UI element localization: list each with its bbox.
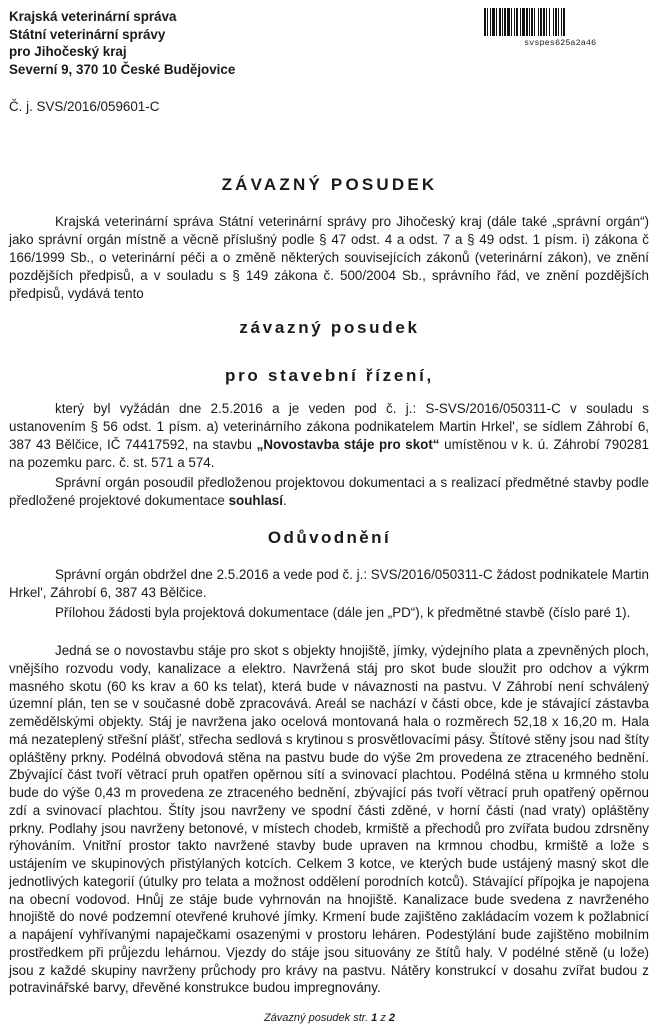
- barcode-code: svspes625a2a46: [524, 38, 597, 48]
- footer-page: 1: [371, 1012, 378, 1024]
- address-line: pro Jihočeský kraj: [9, 44, 127, 59]
- address-line: Krajská veterinární správa: [9, 9, 177, 24]
- request-text-end: umístěnou v k. ú. Záhrobí 790281 na pozemku parc. č. st. 571 a 574.: [9, 436, 649, 470]
- subtitle-binding-opinion: závazný posudek: [239, 318, 420, 337]
- address-line: Severní 9, 370 10 České Budějovice: [9, 61, 236, 77]
- address-line: Státní veterinární správy: [9, 26, 166, 42]
- consent-end: .: [282, 492, 287, 508]
- project-name: „Novostavba stáje pro skot“: [256, 436, 440, 452]
- footer-total: 2: [388, 1012, 396, 1024]
- barcode-bars: [484, 8, 646, 36]
- consent-verdict: souhlasí: [228, 492, 283, 508]
- consent-text: Správní orgán posoudil předloženou projektovou dokumentaci a s realizací předmětné stavby podle předložené projektové dokumentace: [9, 475, 649, 508]
- description-paragraph: Jedná se o novostavbu stáje pro skot s objekty hnojiště, jímky, výdejního plata a zpevněných ploch, vnějšího rozvodu vody, kanalizace a elektro. Navržená stáj pro skot bude sloužit pro odchov a výkrm masného skotu (60 ks krav a 60 ks telat), která bude v návaznosti na pastvu. V Záhrobí není schválený územní plán, ten se v současné době zpracovává. Areál se nachází v části obce, kde je stávající zástavba zemědělskými objekty. Stáj je navržena jako ocelová montovaná hala o rozměrech 52,18 x 16,20 m. Hala má nezateplený střešní plášť, střecha sedlová s krytinou s prosvětlovacími pásy. Štítové stěny jsou nad štíty opláštěny prkny. Podélná obvodová stěna na pastvu bude do výše 2m provedena ze ztraceného bednění. Zbývající část tvoří větrací pruh opatřen opěrnou sítí a svinovací plachtou. Podélná stěna u krmného stolu bude do výše 0,43 m provedena ze ztraceného bednění, zbývající pás tvoří větrací pruh opatřený opěrnou zdí a svinovací plachtou. Štíty jsou navrženy ve spodní části zděné, v horní části (nad vraty) opláštěny prkny. Podlahy jsou navrženy betonové, v místech chodeb, krmiště a přechodů pro zvířata budou zdrsněny rýhováním. Vnitřní prostor takto navržené stavby bude upraven na krmnou chodbu, krmiště a lože s ustájením ve skupinových přistýlaných kotcích. Celkem 3 kotce, ve kterých bude ustájený masný skot dle jednotlivých kategorií (útulky pro telata a možnost oddělení porodních kotců). Stávající přípojka je napojena na obecní vodovod. Hnůj ze stáje bude vyhrnován na hnojiště. Kanalizace bude svedena z navrženého hnojiště do nové podzemní otevřené kruhové jímky. Krmení bude zajištěno zakládacím vozem k požlabnicí a napájení vyhřívanými napaječkami osazenými v prostoru leháren. Podestýlání bude zajištěno mobilním prostředkem při průjezdu lehárnou. Vjezdy do stáje jsou situovány ze štítů haly. V podélné stěně (u lože) jsou z každé skupiny navrženy průchody pro krávy na pastvu. Nátěry konstrukcí v dosahu zvířat budou z potravinářské barvy, dřevěné konstrukce budou impregnovány.: [9, 643, 649, 996]
- footer-of: z: [380, 1012, 386, 1024]
- request-paragraph: [9, 400, 649, 472]
- reasoning-heading: Odůvodnění: [267, 528, 392, 547]
- sender-address: [9, 8, 235, 78]
- barcode-gap: [565, 8, 568, 36]
- document-title: ZÁVAZNÝ POSUDEK: [221, 175, 438, 194]
- attachment-paragraph: Přílohou žádosti byla projektová dokumentace (dále jen „PD“), k předmětné stavbě (číslo paré 1).: [55, 605, 631, 620]
- consent-paragraph: [9, 474, 649, 510]
- request-text: který byl vyžádán dne 2.5.2016 a je veden pod č. j.: S-SVS/2016/050311-C v souladu s ustanovením § 56 odst. 1 písm. a) veterinárního zákona podnikatelem Martin Hrkel', se sídlem Záhrobí 6, 387 43 Bělčice, IČ 74417592, na stavbu: [9, 401, 649, 452]
- subtitle-building-procedure: pro stavební řízení,: [225, 366, 434, 385]
- received-paragraph: Správní orgán obdržel dne 2.5.2016 a vede pod č. j.: SVS/2016/050311-C žádost podnikatele Martin Hrkel', Záhrobí 6, 387 43 Bělčice.: [9, 567, 649, 600]
- barcode: [484, 8, 646, 48]
- page-footer: [0, 1012, 659, 1024]
- footer-label: Závazný posudek str.: [263, 1012, 369, 1024]
- reference-number: Č. j. SVS/2016/059601-C: [9, 99, 160, 114]
- intro-paragraph: Krajská veterinární správa Státní veterinární správy pro Jihočeský kraj (dále také „správní orgán“) jako správní orgán místně a věcně příslušný podle § 47 odst. 4 a odst. 7 a § 49 odst. 1 písm. i) zákona č 166/1999 Sb., o veterinární péči a o změně některých souvisejících zákonů (veterinární zákon), ve znění pozdějších předpisů, a v souladu s § 149 zákona č. 500/2004 Sb., správního řád, ve znění pozdějších předpisů, vydává tento: [9, 214, 649, 301]
